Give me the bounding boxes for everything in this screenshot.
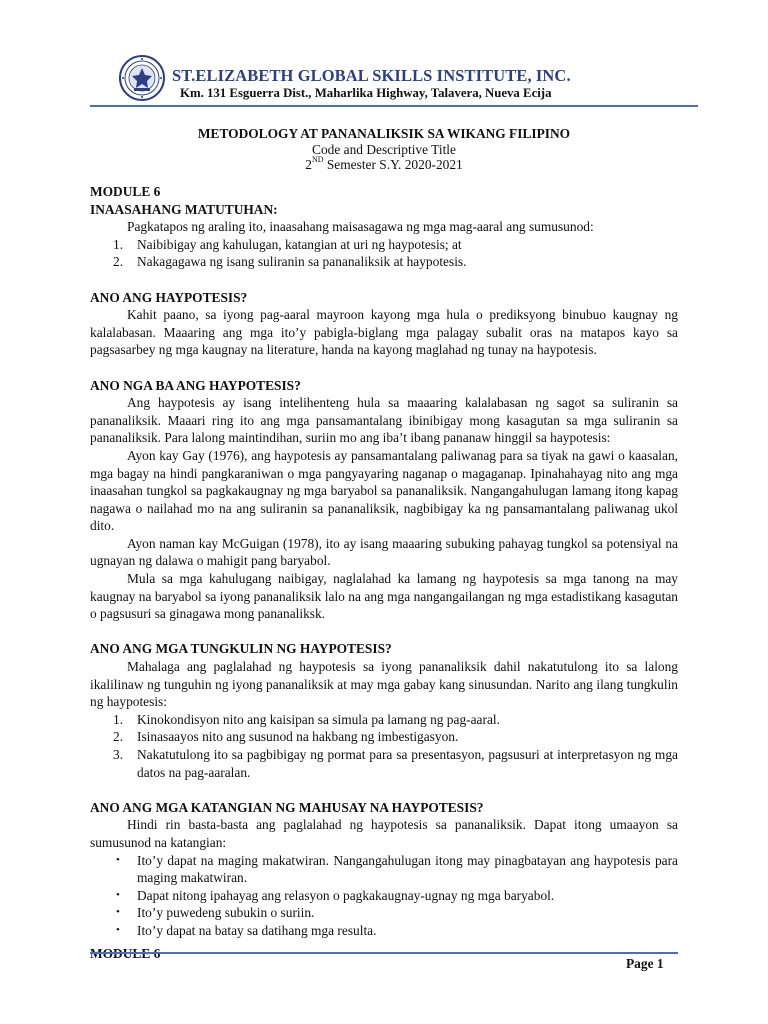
list-item	[90, 728, 678, 746]
header-divider	[90, 105, 698, 107]
semester-text: Semester S.Y. 2020-2021	[323, 157, 463, 173]
page-number: Page 1	[626, 956, 664, 971]
list-item	[90, 711, 678, 729]
list-item	[90, 904, 678, 922]
paragraph: Hindi rin basta-basta ang paglalahad ng haypotesis sa pananaliksik. Dapat itong umaayon sa sumusunod na katangian:	[90, 817, 678, 850]
outcomes-heading: INAASAHANG MATUTUHAN:	[90, 201, 278, 217]
module-label: MODULE 6	[90, 184, 161, 199]
paragraph: Ayon kay Gay (1976), ang haypotesis ay pansamantalang paliwanag para sa tiyak na gawi o kaasalan, mga bagay na hindi pangkaraniwan o mga pangyayaring naganap o magaganap. Ipinahahayag nito ang mga inaasahan tungkol sa pagkakaugnay ng mga baryabol sa pananaliksik. Nangangahulugan lamang itong kapag nagawa o nailahad mo na ang suliranin sa pananaliksik, nagbibigay ka ng pansamantalang paliwanag ukol dito.	[90, 447, 678, 534]
list-item	[90, 746, 678, 781]
paragraph: Ang haypotesis ay isang intelihenteng hula sa maaaring kalalabasan ng sagot sa suliranin sa pananaliksik. Maaari ring ito ang mga pansamantalang ibinibigay mong kasagutan sa mga suliranin sa pananaliksik. Para lalong maintindihan, suriin mo ang iba’t ibang pananaw hinggil sa haypotesis:	[90, 395, 678, 446]
school-name: ST.ELIZABETH GLOBAL SKILLS INSTITUTE, INC.	[172, 66, 571, 85]
list-item	[90, 887, 678, 905]
bullet-icon: •	[116, 906, 120, 919]
section-heading: ANO ANG MGA KATANGIAN NG MAHUSAY NA HAYPOTESIS?	[90, 799, 484, 815]
list-item-text: Nakatutulong ito sa pagbibigay ng pormat para sa presentasyon, pagsusuri at interpretasyon ng mga datos na pag-aaralan.	[137, 747, 678, 780]
semester-superscript: ND	[311, 155, 324, 165]
semester-line	[90, 157, 678, 173]
section-heading: ANO ANG HAYPOTESIS?	[90, 289, 248, 305]
list-item-text: Ito’y dapat na batay sa datihang mga resulta.	[137, 922, 377, 938]
list-item-text: Ito’y dapat na maging makatwiran. Nangangahulugan itong may pinagbatayan ang haypotesis para maging makatwiran.	[137, 852, 678, 886]
bullet-icon: •	[116, 888, 120, 901]
footer-divider	[90, 952, 678, 954]
module-content	[90, 183, 678, 940]
list-number: 2.	[113, 254, 124, 270]
footer-module-label	[90, 946, 160, 962]
list-item-text: Isinasaayos nito ang susunod na hakbang ng imbestigasyon.	[137, 729, 459, 745]
list-item-text: Dapat nitong ipahayag ang relasyon o pagkakaugnay-ugnay ng mga baryabol.	[137, 887, 555, 903]
list-item-text: Nakagagawa ng isang suliranin sa pananaliksik at haypotesis.	[137, 254, 467, 270]
list-item-text: Kinokondisyon nito ang kaisipan sa simula pa lamang ng pag-aaral.	[137, 711, 500, 727]
list-item	[90, 852, 678, 887]
list-item	[90, 253, 678, 271]
functions-list	[90, 711, 678, 781]
school-seal-icon	[119, 55, 165, 101]
characteristics-list	[90, 852, 678, 940]
outcomes-intro: Pagkatapos ng araling ito, inaasahang maisasagawa ng mga mag-aaral ang sumusunod:	[127, 219, 594, 235]
bullet-icon: •	[116, 853, 120, 866]
list-number: 1.	[113, 236, 124, 252]
list-number: 1.	[113, 711, 124, 727]
paragraph: Ayon naman kay McGuigan (1978), ito ay isang maaaring subuking pahayag tungkol sa potensiyal na ugnayan ng dalawa o mahigit pang baryabol.	[90, 535, 678, 569]
school-address: Km. 131 Esguerra Dist., Maharlika Highway, Talavera, Nueva Ecija	[180, 86, 552, 100]
bullet-icon: •	[116, 923, 120, 936]
paragraph: Kahit paano, sa iyong pag-aaral mayroon kayong mga hula o prediksyong binubuo kaugnay ng kalalabasan. Maaaring ang mga ito’y pabigla-biglang mga palagay subalit oras na matapos kayo sa pagsasarbey ng mga kaugnay na literature, handa na kayong maglahad ng tunay na haypotesis.	[90, 307, 678, 358]
section-heading: ANO NGA BA ANG HAYPOTESIS?	[90, 377, 301, 393]
course-title: METODOLOGY AT PANANALIKSIK SA WIKANG FILIPINO	[197, 126, 571, 141]
course-title-block	[90, 126, 678, 173]
outcomes-list	[90, 236, 678, 271]
list-item	[90, 236, 678, 254]
list-number: 2.	[113, 729, 124, 745]
code-title: Code and Descriptive Title	[312, 141, 456, 157]
paragraph: Mahalaga ang paglalahad ng haypotesis sa iyong pananaliksik dahil nakatutulong ito sa lalong ikalilinaw ng tunguhin ng iyong pananaliksik at may mga gabay kang sinusundan. Narito ang ilang tungkulin ng haypotesis:	[90, 659, 678, 710]
list-item-text: Naibibigay ang kahulugan, katangian at uri ng haypotesis; at	[137, 236, 462, 252]
list-item-text: Ito’y puwedeng subukin o suriin.	[137, 905, 315, 921]
paragraph: Mula sa mga kahulugang naibigay, naglalahad ka lamang ng haypotesis sa mga tanong na may kaugnay na baryabol sa iyong pananaliksik lalo na ang mga nangangailangan ng mga estadistikang kasagutan o pagsusuri sa ginagawa mong pananaliksk.	[90, 571, 678, 622]
list-number: 3.	[113, 747, 124, 762]
section-heading: ANO ANG MGA TUNGKULIN NG HAYPOTESIS?	[90, 641, 392, 657]
semester-number: 2	[305, 157, 312, 173]
list-item	[90, 922, 678, 940]
